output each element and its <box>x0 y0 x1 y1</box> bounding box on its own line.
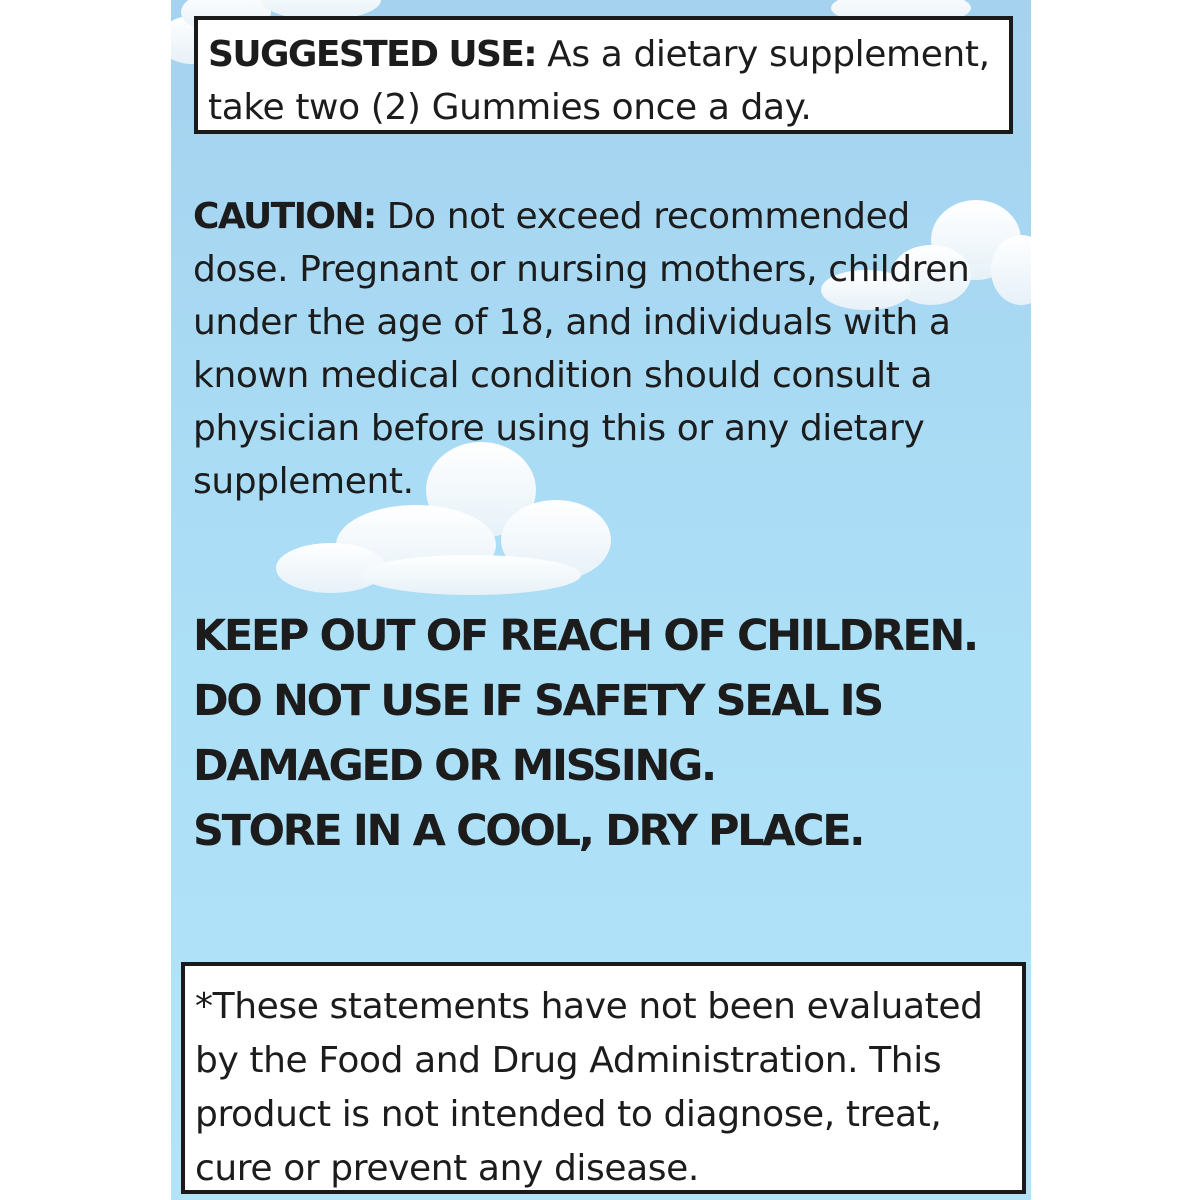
suggested-use-line-2: take two (2) Gummies once a day. <box>208 87 812 128</box>
caution-line-6: supplement. <box>193 461 414 502</box>
warnings-section <box>193 604 977 864</box>
caution-line-1 <box>193 190 969 243</box>
caution-line-3: under the age of 18, and individuals with a <box>193 302 951 343</box>
caution-heading: CAUTION: <box>193 196 376 237</box>
warning-safety-seal: DO NOT USE IF SAFETY SEAL IS <box>193 676 882 726</box>
suggested-use-line-1 <box>208 28 1009 81</box>
suggested-use-heading: SUGGESTED USE: <box>208 34 537 75</box>
caution-text: Do not exceed recommended <box>375 196 910 237</box>
warning-storage: STORE IN A COOL, DRY PLACE. <box>193 806 864 856</box>
disclaimer-line-4: cure or prevent any disease. <box>195 1148 699 1189</box>
caution-line-2: dose. Pregnant or nursing mothers, children <box>193 249 970 290</box>
warning-keep-out-of-reach: KEEP OUT OF REACH OF CHILDREN. <box>193 611 977 661</box>
fda-disclaimer-box <box>181 962 1026 1194</box>
disclaimer-line-3: product is not intended to diagnose, treat, <box>195 1094 942 1135</box>
disclaimer-line-1: *These statements have not been evaluated <box>195 986 983 1027</box>
label-panel <box>171 0 1031 1200</box>
suggested-use-box <box>194 16 1013 134</box>
caution-section <box>193 190 969 508</box>
caution-line-5: physician before using this or any dietary <box>193 408 925 449</box>
disclaimer-line-2: by the Food and Drug Administration. This <box>195 1040 942 1081</box>
warning-damaged-missing: DAMAGED OR MISSING. <box>193 741 715 791</box>
caution-line-4: known medical condition should consult a <box>193 355 933 396</box>
suggested-use-text: As a dietary supplement, <box>536 34 990 75</box>
